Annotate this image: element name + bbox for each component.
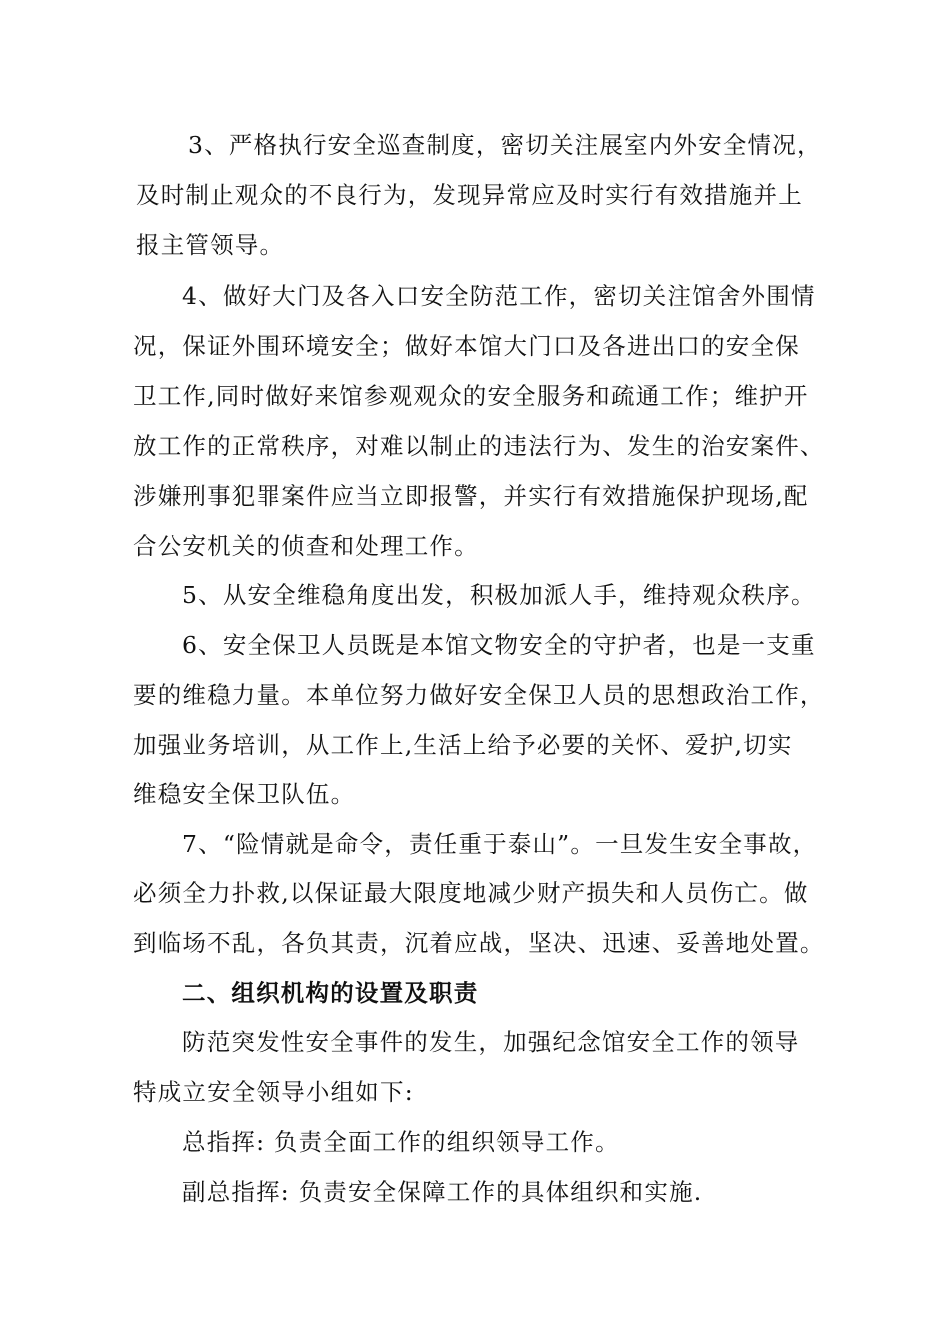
text-line: 及时制止观众的不良行为，发现异常应及时实行有效措施并上: [136, 181, 803, 209]
text-line: 合公安机关的侦查和处理工作。: [133, 532, 479, 560]
text-line: 报主管领导。: [136, 231, 285, 259]
text-line: 加强业务培训，从工作上,生活上给予必要的关怀、爱护,切实: [133, 731, 793, 759]
text-line: 4、做好大门及各入口安全防范工作，密切关注馆舍外围情: [182, 282, 816, 310]
text-line: 特成立安全领导小组如下:: [133, 1078, 414, 1106]
text-line: 5、从安全维稳角度出发，积极加派人手，维持观众秩序。: [182, 581, 816, 609]
text-line: 涉嫌刑事犯罪案件应当立即报警，并实行有效措施保护现场,配: [133, 482, 809, 510]
text-line: 要的维稳力量。本单位努力做好安全保卫人员的思想政治工作，: [133, 681, 825, 709]
text-line: 放工作的正常秩序，对难以制止的违法行为、发生的治安案件、: [133, 432, 825, 460]
text-line: 维稳安全保卫队伍。: [133, 780, 356, 808]
text-line: 必须全力扑救,以保证最大限度地减少财产损失和人员伤亡。做: [133, 879, 809, 907]
text-line: 到临场不乱，各负其责，沉着应战，坚决、迅速、妥善地处置。: [133, 929, 825, 957]
text-line: 7、“险情就是命令，责任重于泰山”。一旦发生安全事故，: [182, 830, 818, 858]
text-line: 总指挥: 负责全面工作的组织领导工作。: [182, 1128, 620, 1156]
text-line: 副总指挥: 负责安全保障工作的具体组织和实施.: [182, 1178, 703, 1206]
text-line: 3、严格执行安全巡查制度，密切关注展室内外安全情况，: [188, 131, 822, 159]
text-line: 卫工作,同时做好来馆参观观众的安全服务和疏通工作；维护开: [133, 382, 809, 410]
text-line: 防范突发性安全事件的发生，加强纪念馆安全工作的领导: [182, 1028, 800, 1056]
section-heading: 二、组织机构的设置及职责: [182, 979, 479, 1007]
text-line: 况，保证外围环境安全；做好本馆大门口及各进出口的安全保: [133, 332, 800, 360]
text-line: 6、安全保卫人员既是本馆文物安全的守护者，也是一支重: [182, 631, 816, 659]
